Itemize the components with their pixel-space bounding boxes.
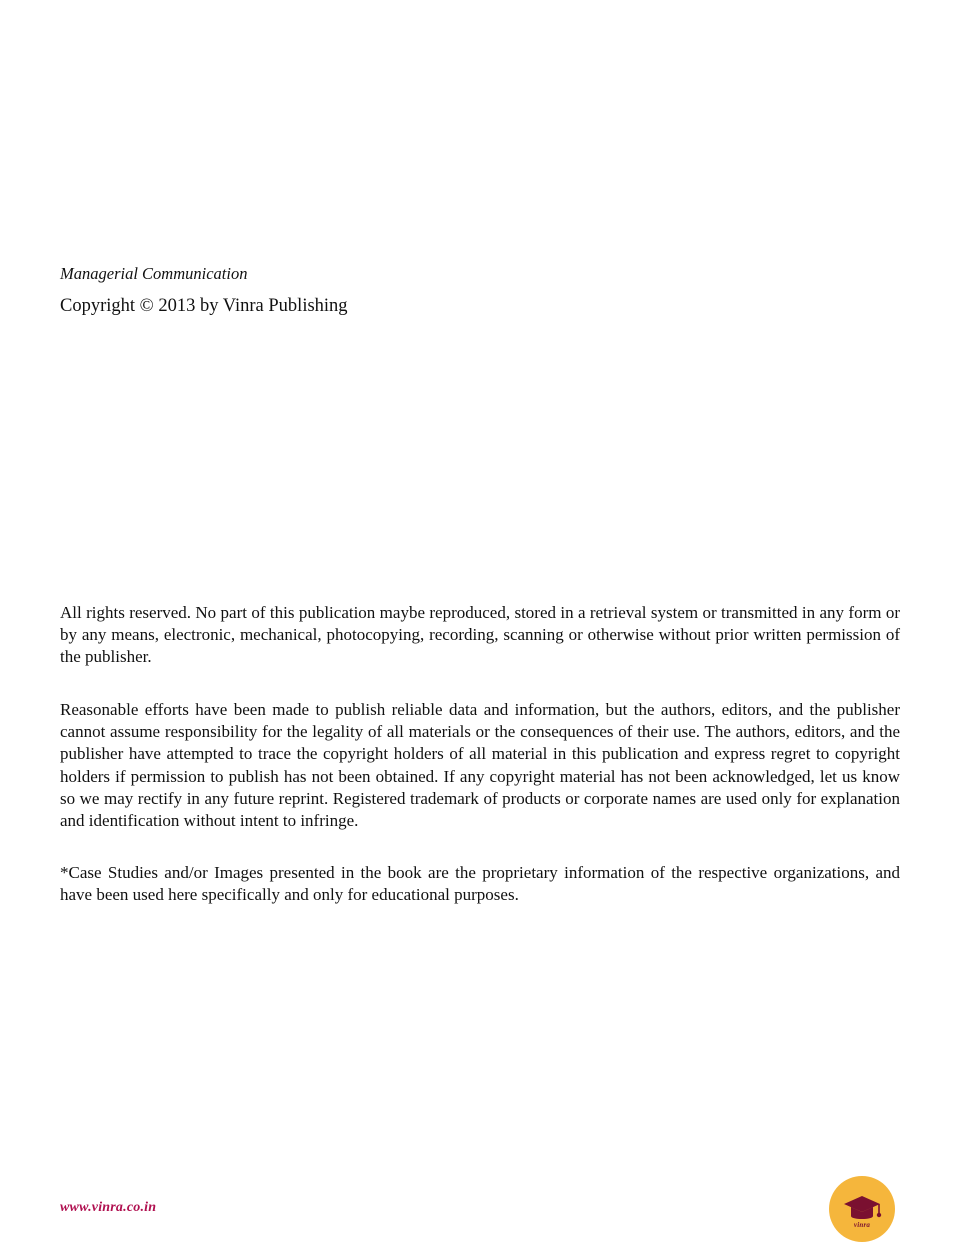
- website-link[interactable]: www.vinra.co.in: [60, 1200, 157, 1215]
- book-title: Managerial Communication: [60, 264, 248, 283]
- rights-reserved-paragraph: All rights reserved. No part of this publication maybe reproduced, stored in a retrieval system or transmitted in any form or by any means, electronic, mechanical, photocopying, recording, scanning or otherwise without prior written permission of the publisher.: [60, 603, 900, 667]
- copyright-line: Copyright © 2013 by Vinra Publishing: [60, 295, 348, 316]
- legal-notice-block: [60, 602, 900, 906]
- publisher-logo: [829, 1176, 895, 1242]
- logo-wordmark: vinra: [853, 1221, 871, 1229]
- disclaimer-paragraph: Reasonable efforts have been made to publish reliable data and information, but the authors, editors, and the publisher cannot assume responsibility for the legality of all materials or the consequences of their use. The authors, editors, and the publisher have attempted to trace the copyright holders of all material in this publication and express regret to copyright holders if permission to publish has not been obtained. If any copyright material has not been acknowledged, let us know so we may rectify in any future reprint. Registered trademark of products or corporate names are used only for explanation and identification without intent to infringe.: [60, 700, 900, 830]
- title-block: [60, 262, 900, 320]
- case-studies-note-paragraph: *Case Studies and/or Images presented in the book are the proprietary information of the respective organizations, and have been used here specifically and only for educational purposes.: [60, 862, 900, 904]
